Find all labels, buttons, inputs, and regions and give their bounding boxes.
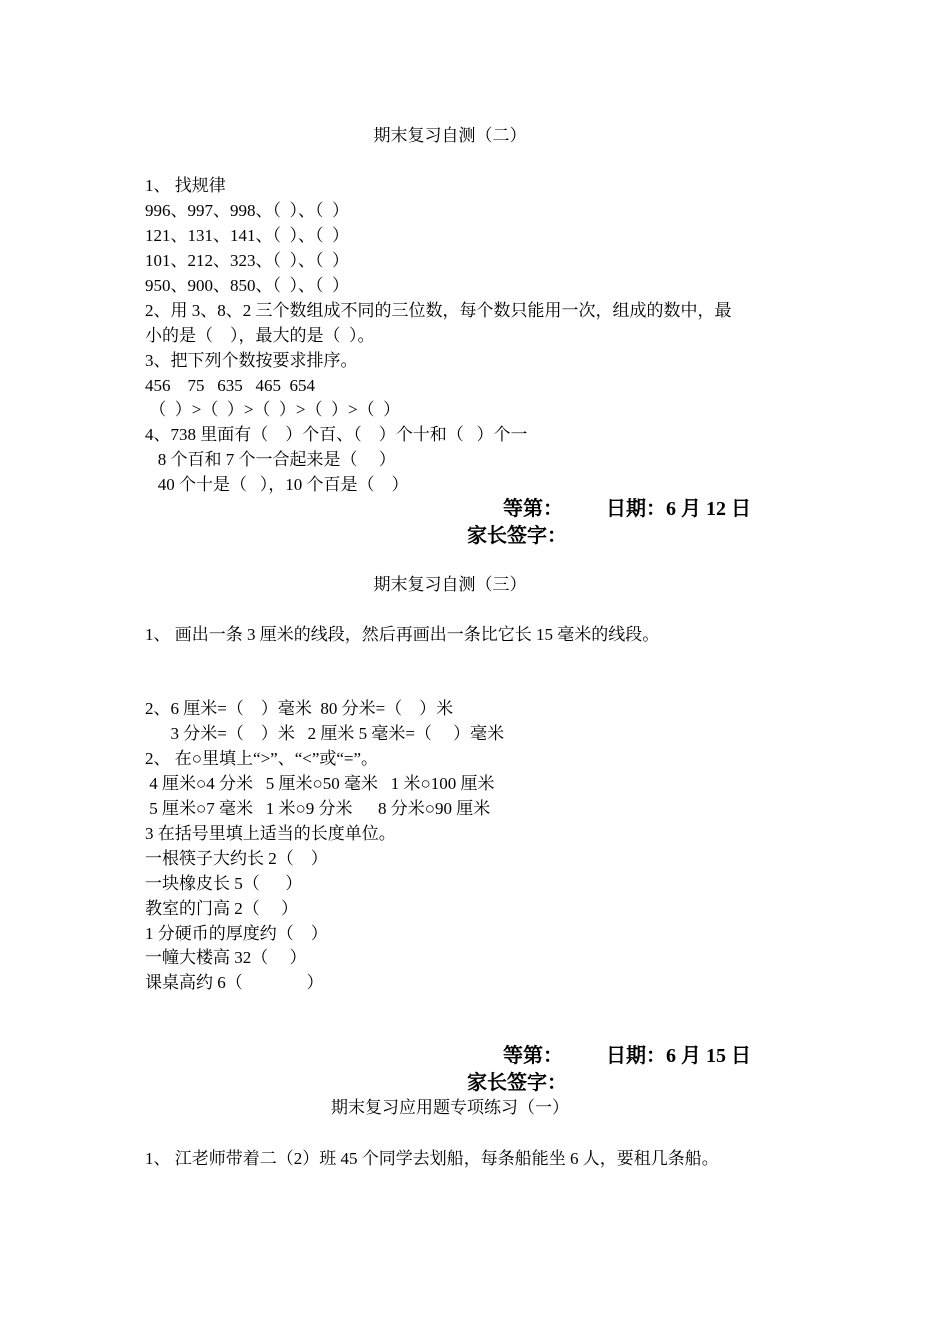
test3-line: 一块橡皮长 5（ ） [145, 874, 303, 893]
test2-line: 3、把下列个数按要求排序。 [145, 351, 358, 370]
test2-title: 期末复习自测（二） [373, 126, 527, 145]
test2-grade-label: 等第： [503, 498, 563, 520]
test3-line: 5 厘米○7 毫米 1 米○9 分米 8 分米○90 厘米 [145, 799, 491, 818]
test3-line: 一根筷子大约长 2（ ） [145, 849, 328, 868]
test2-line: 40 个十是（ ），10 个百是（ ） [145, 475, 409, 494]
test2-line: （ ）>（ ）>（ ）>（ ）>（ ） [145, 400, 401, 419]
test3-line: 教室的门高 2（ ） [145, 899, 298, 918]
test3-line: 3 分米=（ ）米 2 厘米 5 毫米=（ ）毫米 [145, 724, 505, 743]
test2-line: 4、738 里面有（ ）个百、（ ）个十和（ ）个一 [145, 425, 528, 444]
test3-grade-label: 等第： [503, 1045, 563, 1067]
test3-line: 课桌高约 6（ ） [145, 973, 324, 992]
test2-line: 996、997、998、（ ）、（ ） [145, 201, 349, 220]
test2-parent-signature-label: 家长签字： [467, 525, 567, 547]
practice1-question-1: 1、 江老师带着二（2）班 45 个同学去划船，每条船能坐 6 人，要租几条船。 [145, 1149, 719, 1168]
test3-date-label: 日期：6 月 15 日 [606, 1045, 751, 1067]
practice1-title: 期末复习应用题专项练习（一） [331, 1098, 569, 1117]
test2-line: 456 75 635 465 654 [145, 376, 315, 395]
test3-line: 2、6 厘米=（ ）毫米 80 分米=（ ）米 [145, 699, 454, 718]
test2-line: 1、 找规律 [145, 176, 226, 195]
test2-line: 8 个百和 7 个一合起来是（ ） [145, 450, 396, 469]
test2-line: 121、131、141、（ ）、（ ） [145, 226, 349, 245]
test3-question-1: 1、 画出一条 3 厘米的线段，然后再画出一条比它长 15 毫米的线段。 [145, 625, 660, 644]
test3-line: 1 分硬币的厚度约（ ） [145, 924, 328, 943]
test2-line: 2、用 3、8、2 三个数组成不同的三位数，每个数只能用一次，组成的数中，最 [145, 301, 732, 320]
test3-line: 一幢大楼高 32（ ） [145, 948, 307, 967]
test3-parent-signature-label: 家长签字： [467, 1072, 567, 1094]
test3-line: 2、 在○里填上“>”、“<”或“=”。 [145, 749, 379, 768]
test3-line: 3 在括号里填上适当的长度单位。 [145, 824, 396, 843]
test2-line: 101、212、323、（ ）、（ ） [145, 251, 349, 270]
test2-date-label: 日期：6 月 12 日 [606, 498, 751, 520]
test2-line: 950、900、850、（ ）、（ ） [145, 276, 349, 295]
test2-line: 小的是（ ），最大的是（ ）。 [145, 326, 375, 345]
test3-title: 期末复习自测（三） [373, 575, 527, 594]
test3-line: 4 厘米○4 分米 5 厘米○50 毫米 1 米○100 厘米 [145, 774, 495, 793]
